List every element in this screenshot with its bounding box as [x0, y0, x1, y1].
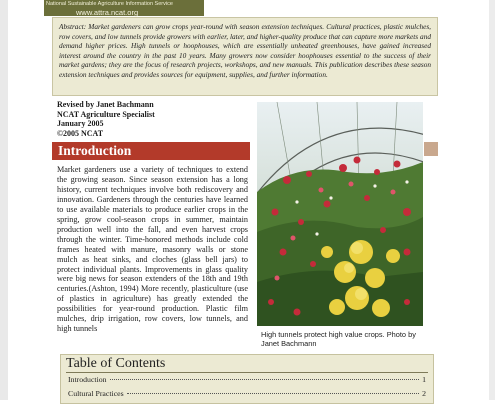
toc-title: Table of Contents	[66, 356, 166, 371]
toc-entry-label: Cultural Practices	[68, 389, 124, 398]
toc-leader-dots	[110, 379, 420, 380]
page-edge-right	[489, 0, 495, 400]
greenhouse-photo	[257, 102, 423, 326]
header-org-line: National Sustainable Agriculture Information Service	[46, 1, 173, 7]
photo-caption: High tunnels protect high value crops. Photo by Janet Bachmann	[261, 330, 416, 349]
intro-bar-end	[424, 142, 438, 156]
credit-date: January 2005	[57, 119, 104, 128]
toc-divider	[66, 372, 428, 373]
credit-revised-by: Revised by Janet Bachmann	[57, 100, 154, 109]
header-url[interactable]: www.attra.ncat.org	[76, 8, 139, 17]
toc-entry-page: 1	[422, 375, 426, 384]
credit-copyright: ©2005 NCAT	[57, 128, 104, 138]
toc-entry-label: Introduction	[68, 375, 107, 384]
page-edge-left	[0, 0, 8, 400]
intro-heading: Introduction	[58, 143, 132, 158]
toc-leader-dots	[127, 393, 419, 394]
credits-block	[57, 100, 155, 138]
abstract-box: Abstract: Market gardeners can grow crops year-round with season extension techniques. Cultural practices, plastic mulches, row covers, and low tunnels provide growers with earlier, later, and higher-quality produce that can capture more markets and demand higher prices. High tunnels or hoophouses, which are essentially unheated greenhouses, have gained increased interest around the country in the past 10 years. Many growers now consider hoophouses essential to the success of their market gardens; they are the focus of research projects, workshops, and new manuals. This publication describes these season extension techniques and provides sources for equipment, supplies, and further information.	[52, 17, 438, 96]
credit-role: NCAT Agriculture Specialist	[57, 109, 155, 119]
intro-body-text: Market gardeners use a variety of techniques to extend the growing season. Since season extension has a long history, current techniques involve both rediscovery and innovation. Gardeners through the centuries have learned to use available materials to produce earlier crops in the spring, grow cool-season crops in summer, maintain production well into the fall, and even harvest crops through the winter. Time-honored methods include cold frames heated with manure, masonry walls or stone mulch as heat sinks, and cloches (glass bell jars) to protect individual plants. Improvements in glass quality were big news for season extenders of the 18th and 19th centuries.(Ashton, 1994) More recently, plasticulture (use of plastics in agriculture) has greatly extended the possibilities for year-round production. Plastic film mulches, drip irrigation, row covers, low tunnels, and high tunnels	[57, 165, 248, 334]
toc-entry-page: 2	[422, 389, 426, 398]
toc-entry[interactable]	[68, 375, 426, 384]
toc-entry[interactable]	[68, 389, 426, 398]
